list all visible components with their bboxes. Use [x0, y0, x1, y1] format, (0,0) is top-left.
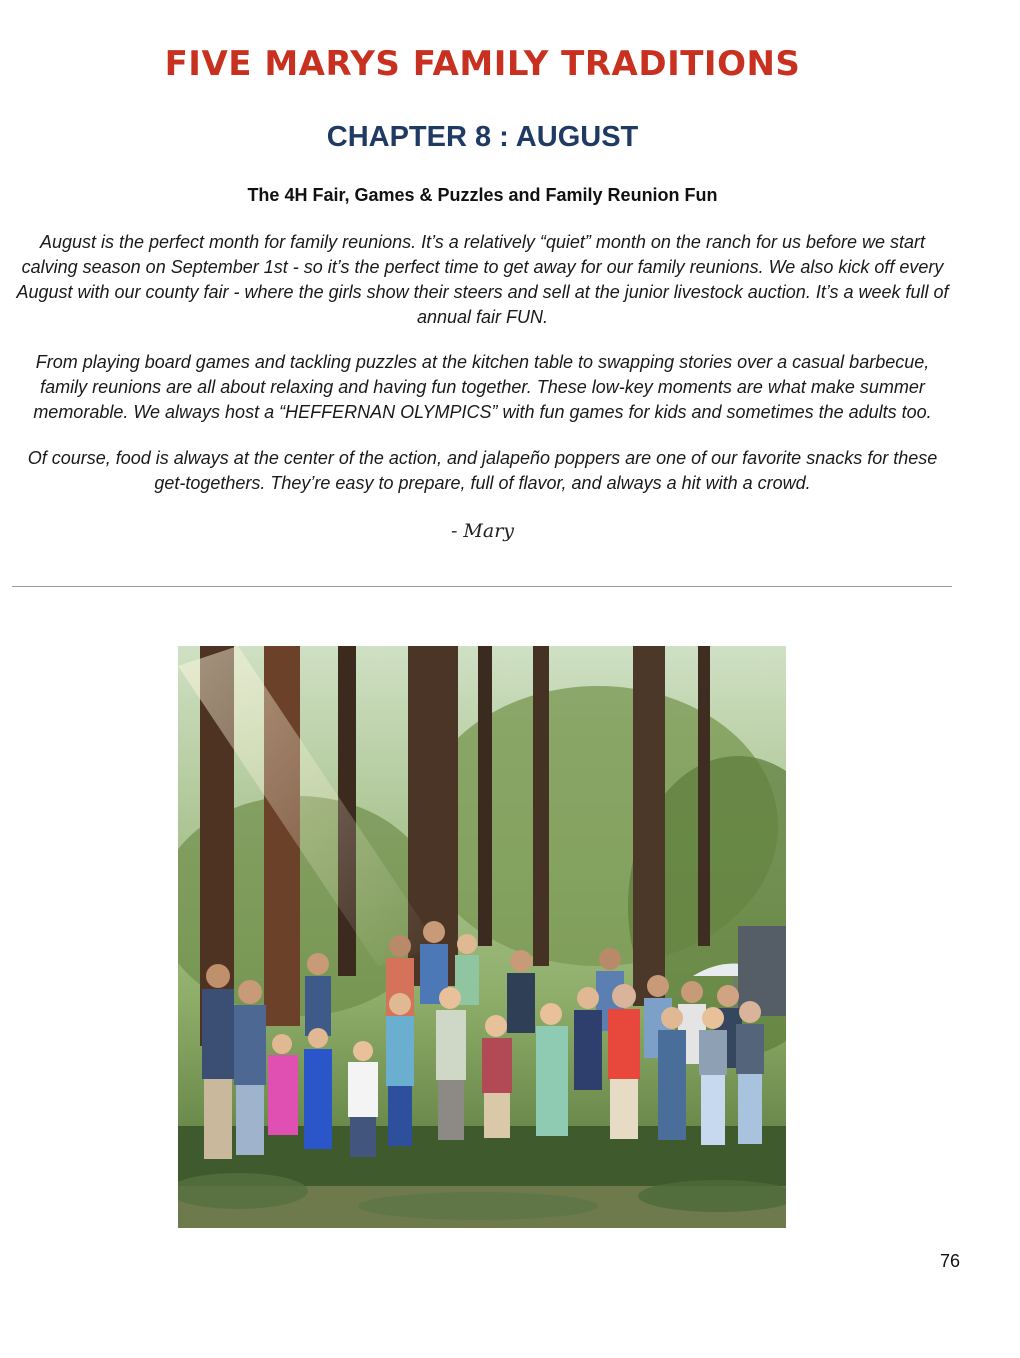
food-paragraph: Of course, food is always at the center of the action, and jalapeño poppers are one of our favorite snacks for these get-togethers. They’re easy to prepare, full of flavor, and always a hit with a crowd. — [27, 448, 938, 493]
intro-paragraph: August is the perfect month for family reunions. It’s a relatively “quiet” month on the ranch for us before we start calving season on September 1st - so it’s the perfect time to get away for our family reunions. We also kick off every August with our county fair - where the girls show their steers and sell at the junior livestock auction. It’s a week full of annual fair FUN. — [16, 232, 949, 327]
brand-title: FIVE MARYS FAMILY TRADITIONS — [164, 44, 801, 84]
divider — [12, 586, 952, 587]
family-reunion-photo — [178, 646, 786, 1228]
signature: - Mary — [450, 520, 515, 542]
chapter-title: CHAPTER 8 : AUGUST — [326, 121, 639, 153]
section-subtitle: The 4H Fair, Games & Puzzles and Family Reunion Fun — [247, 185, 718, 205]
page-number: 76 — [939, 1251, 960, 1271]
games-paragraph: From playing board games and tackling puzzles at the kitchen table to swapping stories over a casual barbecue, family reunions are all about relaxing and having fun together. These low-key moments are what make summer memorable. We always host a “HEFFERNAN OLYMPICS” with fun games for kids and sometimes the adults too. — [33, 352, 932, 422]
